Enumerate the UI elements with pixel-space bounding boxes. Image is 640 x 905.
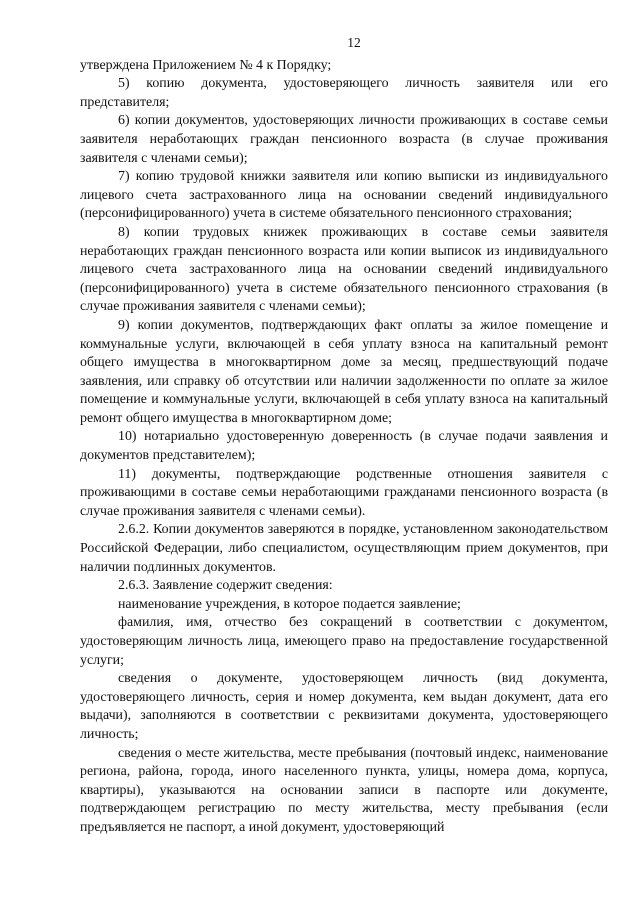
paragraph-9: 2.6.2. Копии документов заверяются в порядке, установленном законодательством Российской Федерации, либо специалистом, осуществляющим прием документов, при наличии подлинных документов. (80, 522, 608, 575)
paragraph-6: 9) копии документов, подтверждающих факт оплаты за жилое помещение и коммунальные услуги, включающей в себя уплату взноса на капитальный ремонт общего имущества в многоквартирном доме за месяц, предшествующий подаче заявления, или справку об отсутствии или наличии задолженности по оплате за жилое помещение и коммунальные услуги, включающей в себя уплату взноса на капитальный ремонт общего имущества в многоквартирном доме; (80, 317, 608, 426)
paragraph-5: 8) копии трудовых книжек проживающих в составе семьи заявителя неработающих граждан пенсионного возраста или копии выписок из индивидуального лицевого счета застрахованного лица на основании сведений индивидуального (персонифицированного) учета в системе обязательного пенсионного страхования (в случае проживания заявителя с членами семьи); (80, 224, 608, 315)
paragraph-1: утверждена Приложением № 4 к Порядку; (80, 57, 332, 73)
paragraph-13: сведения о документе, удостоверяющем личность (вид документа, удостоверяющего личность, серия и номер документа, кем выдан документ, дата его выдачи), заполняются в соответствии с реквизитами документа, удостоверяющего личность; (80, 671, 608, 742)
paragraph-7: 10) нотариально удостоверенную доверенность (в случае подачи заявления и документов представителем); (80, 429, 608, 464)
paragraph-2: 5) копию документа, удостоверяющего личность заявителя или его представителя; (80, 76, 608, 110)
paragraph-4: 7) копию трудовой книжки заявителя или копию выписки из индивидуального лицевого счета застрахованного лица на основании сведений индивидуального (персонифицированного) учета в системе обязательного пенсионного страхования; (80, 169, 608, 222)
page-number: 12 (347, 35, 361, 50)
document-body (80, 57, 608, 838)
paragraph-10: 2.6.3. Заявление содержит сведения: (118, 578, 333, 594)
paragraph-12: фамилия, имя, отчество без сокращений в соответствии с документом, удостоверяющим личность лица, имеющего право на предоставление государственной услуги; (80, 615, 608, 668)
document-page (80, 34, 608, 838)
paragraph-8: 11) документы, подтверждающие родственные отношения заявителя с проживающими в составе семьи неработающими гражданами пенсионного возраста (в случае проживания заявителя с членами семьи). (80, 466, 608, 519)
paragraph-11: наименование учреждения, в которое подается заявление; (118, 596, 461, 612)
paragraph-3: 6) копии документов, удостоверяющих личности проживающих в составе семьи заявителя неработающих граждан пенсионного возраста (в случае проживания заявителя с членами семьи); (80, 113, 608, 166)
paragraph-14: сведения о месте жительства, месте пребывания (почтовый индекс, наименование региона, района, города, иного населенного пункта, улицы, номера дома, корпуса, квартиры), указываются на основании записи в паспорте или документе, подтверждающем регистрацию по месту жительства, месту пребывания (если предъявляется не паспорт, а иной документ, удостоверяющий (80, 745, 608, 835)
